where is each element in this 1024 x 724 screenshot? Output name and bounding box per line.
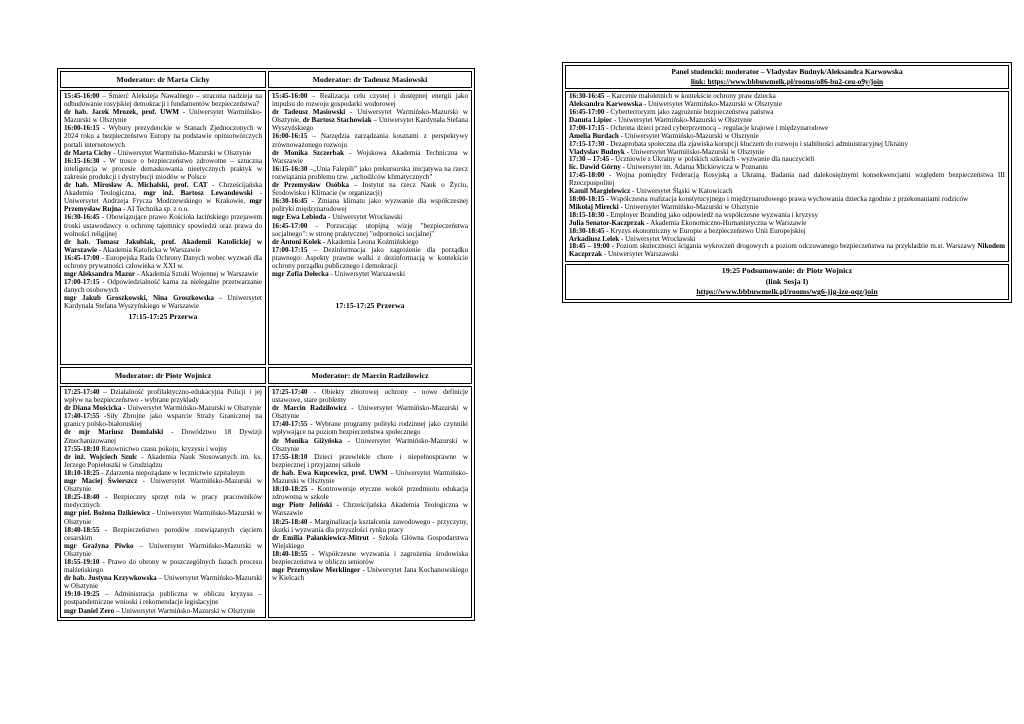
panel-entries-cell <box>565 91 1009 262</box>
panel-footer-row <box>565 264 1009 300</box>
program-entry: dr hab. Mirosław A. Michalski, prof. CAT - Chrześcijańska Akademia Teologiczna, mgr inż. Bartosz Lewandowski - Uniwersytet Andrzeja Frycza Modrzewskiego w Krakowie, mgr Przemysław Rujna - AI Technika sp. z o.o. <box>64 181 263 214</box>
program-entry: 17:25-17:40 – Działalność profilaktyczno-edukacyjna Policji i jej wpływ na bezpieczeństwo - wybrane przykłady <box>64 388 262 405</box>
program-entry: 16:00-16:15 – Narzędzia zarządzania kosztami z perspektywy zrównoważonego rozwoju <box>272 132 468 149</box>
panel-title: Panel studencki: moderator – Vladyslav Budnyk/Aleksandra Karwowska <box>671 67 903 76</box>
program-entry: 18:40-18:55 - Współczesne wyzwania i zagrożenia środowiska bezpieczeństwa w obliczu seniorów <box>272 549 468 566</box>
program-entry: 18:15-18:30 - Employer Branding jako odpowiedź na współczesne wyzwania i kryzysy <box>569 210 819 219</box>
program-entry: 17:55-18:10 Ratownictwo czasu pokoju, kryzysu i wojny <box>64 444 228 453</box>
moderator-header-row-1 <box>60 71 472 88</box>
program-entry: Aleksandra Karwowska - Uniwersytet Warmińsko-Mazurski w Olsztynie <box>569 100 782 109</box>
program-entry: 16:45-17:00 - Cyberterroryzm jako zagrożenie bezpieczeństwa państwa <box>569 108 774 116</box>
program-entry: 16:00-16:15 - Wybory prezydenckie w Stanach Zjednoczonych w 2024 roku a bezpieczeństwo Europy na podstawie opiniotwórczych portali internetowych <box>64 124 262 149</box>
program-entry: dr hab. Justyna Krzywkowska – Uniwersytet Warmińsko-Mazurski w Olsztynie <box>64 574 262 591</box>
program-entry: Danuta Lipiec - Uniwersytet Warmińsko-Mazurski w Olsztynie <box>569 115 752 124</box>
program-entry: 18:10-18:25 - Zdarzenia niepożądane w lecznictwie szpitalnym <box>64 468 245 477</box>
program-entry: 16:30-16:45 - Zmiana klimatu jako wyzwanie dla współczesnej polityki międzynarodowej <box>272 197 468 214</box>
program-entry: Julia Senator-Kaczprzak - Akademia Ekonomiczno-Humanistyczna w Warszawie <box>569 218 807 227</box>
program-entry: dr hab. Ewa Kupcewicz, prof. UWM - Uniwersytet Warmińsko-Mazurski w Olsztynie <box>272 468 468 486</box>
program-entry: dr mjr Mariusz Domżalski - Dowództwo 18 Dywizji Zmechanizowanej <box>64 428 262 445</box>
program-entry: 18:55-19:10 - Prawo do obrony w poszczególnych fazach procesu małżeńskiego <box>64 557 262 575</box>
session-entries <box>272 388 468 582</box>
session-row-1 <box>60 90 472 365</box>
panel-header-row <box>565 65 1009 89</box>
moderator-header-row-2 <box>60 367 472 384</box>
program-entry: 18:45 – 19:00 - Poziom skuteczności ścigania wykroczeń drogowych a poziom odczuwanego bezpieczeństwa na przykładzie m.st. Warszawy Nikodem Kaczprzak - Uniwersytet Warszawski <box>569 242 1005 259</box>
program-entry: 17:00-17:15 - Ochrona dzieci przed cyberprzemocą – regulacje krajowe i międzynarodowe <box>569 123 829 132</box>
panel-body-row <box>565 91 1009 262</box>
session-cell-marcin-radzilowicz <box>268 386 472 618</box>
program-entry: 16:15-16:30 –„Unia Falepili” jako prekursorska inicjatywa na rzecz rozwiązania problemu tzw. „uchodźców klimatycznych” <box>272 164 468 181</box>
session-entries <box>569 93 1005 259</box>
program-entry: mgr Daniel Zero – Uniwersytet Warmińsko-Mazurski w Olsztynie <box>64 606 256 615</box>
panel-footer-cell <box>565 264 1009 300</box>
panel-header-cell <box>565 65 1009 89</box>
student-panel-table <box>562 62 1012 303</box>
program-entry: dr Monika Szczerbak - Wojskowa Akademia Techniczna w Warszawie <box>272 148 468 165</box>
program-entry: 18:00-18:15 - Współczesna realizacja konstytucyjnego i międzynarodowego prawa wychowania dziecka zgodnie z przekonaniami rodziców <box>569 194 969 203</box>
program-entry: 18:40-18:55 - Bezpieczeństwo porodów rozwiązanych cięciem cesarskim <box>64 525 262 542</box>
program-entry: 17:30 – 17:45 - Uczniowie z Ukrainy w polskich szkołach - wyzwanie dla nauczycieli <box>569 155 815 164</box>
program-entry: 16:45-17:00 - Europejska Rada Ochrony Danych wobec wyzwań dla ochrony prywatności człowieka w XXI w. <box>64 253 262 270</box>
program-entry: dr inż. Wojciech Szulc - Akademia Nauk Stosowanych im. ks. Jerzego Popiełuszki w Grudziądzu <box>64 452 262 469</box>
program-entry: mgr Piotr Jeliński - Chrześcijańska Akademia Teologiczna w Warszawie <box>272 501 468 518</box>
program-entry: dr hab. Jacek Mrozek, prof. UWM - Uniwersytet Warmińsko-Mazurski w Olsztynie <box>64 108 263 125</box>
program-entry: 16:30-16:45 - Obowiązujące prawo Kościoła łacińskiego przejawem troski ustawodawcy o ochronę tajemnicy spowiedzi oraz prawa do wolności religijnej <box>64 213 262 238</box>
program-entry: 18:10-18:25 - Kontrowersje etyczne wokół przedmiotu edukacja zdrowotna w szkole <box>272 485 468 502</box>
program-entry: 16:30-16:45 – Karcenie małoletnich w kontekście ochrony praw dziecka <box>569 92 776 101</box>
program-entry: 16:15-16:30 - W trosce o bezpieczeństwo zdrowotne – sztuczna inteligencja w procesie demaskowania nieetycznych praktyk w zakresie produkcji i dystrybucji miodów w Polsce <box>64 156 262 181</box>
program-entry: Arkadiusz Lelek - Uniwersytet Wrocławski <box>569 234 696 243</box>
program-entry: 17:40-17:55 -Siły Zbrojne jako wsparcie Straży Granicznej na granicy polsko-białoruskiej <box>64 412 262 429</box>
program-entry: Vladyslav Budnyk - Uniwersytet Warmińsko-Mazurski w Olsztynie <box>569 147 765 156</box>
program-entry: dr Tadeusz Masiowski - Uniwersytet Warmińsko-Mazurski w Olsztynie, dr Bartosz Stachowiak – Uniwersytet Kardynała Stefana Wyszyńskiego <box>272 108 468 133</box>
moderator-header-tadeusz-masiowski: Moderator: dr Tadeusz Masiowski <box>268 71 472 88</box>
program-entry: 17:25-17:40 - Obiekty zbiorowej ochrony - nowe definicje ustawowe, stare problemy <box>272 388 468 405</box>
program-entry: mgr Maciej Świerszcz - Uniwersytet Warmińsko-Mazurski w Olsztynie <box>64 477 262 494</box>
session-cell-piotr-wojnicz <box>60 386 266 618</box>
program-entry: 16:45-17:00 - Porzucając utopijną wizję "bezpieczeństwa socjalnego": w stronę praktycznej "odporności socjalnej" <box>272 221 468 238</box>
moderator-header-marcin-radzilowicz: Moderator: dr Marcin Radziłowicz <box>268 367 472 384</box>
program-entry: mgr Aleksandra Mazur - Akademia Sztuki Wojennej w Warszawie <box>64 270 258 279</box>
session-cell-marta-cichy <box>60 90 266 365</box>
program-entry: mgr Jakub Groszkowski, Nina Groszkowska - Uniwersytet Kardynała Stefana Wyszyńskiego w Warszawie <box>64 294 262 311</box>
program-entry: mgr piel. Bożena Dzikiewicz - Uniwersytet Warmińsko-Mazurski w Olsztynie <box>64 509 262 526</box>
session-entries <box>272 92 468 278</box>
program-entry: 18:25-18:40 - Bezpieczny sprzęt rola w pracy pracowników medycznych <box>64 493 262 510</box>
program-entry: lic. Dawid Górny - Uniwersytet im. Adama Mickiewicza w Poznaniu <box>569 163 768 172</box>
moderator-header-marta-cichy: Moderator: dr Marta Cichy <box>60 71 266 88</box>
break-label: 17:15-17:25 Przerwa <box>128 311 198 321</box>
program-entry: 17:45-18:00 - Wojna pomiędzy Federacją Rosyjską a Ukrainą. Badania nad dalekosiężnymi konsekwencjami względem bezpieczeństwa III Rzeczpospolitej <box>569 171 1005 188</box>
program-entry: 17:40-17:55 - Wybrane programy polityki rodzinnej jako czynniki wpływające na poziom bezpieczeństwa społecznego <box>272 420 468 437</box>
program-entry: 17:55-18:10 Dzieci przewlekle chore i niepełnosprawne w bezpiecznej i przyjaznej szkole <box>272 452 468 469</box>
summary-join-link[interactable]: https://www.bbbuwmelk.pl/rooms/wg6-jjg-ize-oqz/join <box>696 287 878 297</box>
program-entry: 18:30-18:45 - Kryzys ekonomiczny w Europie a bezpieczeństwo Unii Europejskiej <box>569 226 806 235</box>
program-entry: Amelia Burdach - Uniwersytet Warmińsko-Mazurski w Olsztynie <box>569 131 759 140</box>
program-entry: dr Monika Giżyńska - Uniwersytet Warmińsko-Mazurski w Olsztynie <box>272 436 468 453</box>
program-entry: dr Antoni Kolek - Akademia Leona Koźmińskiego <box>272 237 419 246</box>
session-entries <box>64 92 262 311</box>
program-entry: mgr Przemysław Merklinger - Uniwersytet Jana Kochanowskiego w Kielcach <box>272 566 469 583</box>
break-label: 17:15-17:25 Przerwa <box>335 301 405 311</box>
summary-line: 19:25 Podsumowanie: dr Piotr Wojnicz <box>721 266 853 276</box>
program-entry: 18:25-18:40 - Marginalizacja kształcenia zawodowego - przyczyny, skutki i wyzwania dla przyszłości rynku pracy <box>272 517 468 534</box>
program-entry: mgr Zofia Dołecka - Uniwersytet Warszawski <box>272 270 405 279</box>
session-schedule-table <box>57 68 475 621</box>
program-entry: dr hab. Tomasz Jakubiak, prof. Akademii Katolickiej w Warszawie - Akademia Katolicka w Warszawie <box>64 237 262 254</box>
panel-join-link[interactable]: link: https://www.bbbuwmelk.pl/rooms/o86-bu2-ceu-o9y/join <box>690 76 884 86</box>
program-entry: dr Diana Mościcka - Uniwersytet Warmińsko-Mazurski w Olsztynie <box>64 404 262 413</box>
program-entry: 15:45-16:00 – Realizacja celu czystej i dostępnej energii jako impulsu do rozwoju gospodarki wodorowej <box>272 92 468 109</box>
program-entry: dr Emilia Pałankiewicz-Mitrut - Szkoła Główna Gospodarstwa Wiejskiego <box>272 533 468 550</box>
program-entry: Kamil Margielewicz - Uniwersytet Śląski w Katowicach <box>569 187 733 196</box>
program-entry: 17:00-17:15 – Dezinformacja jako zagrożenie dla porządku prawnego: Aspekty prawne walki z dezinformacją w kontekście ochrony porządku publicznego i demokracji <box>272 245 468 270</box>
program-entry: dr Marcin Radziłowicz - Uniwersytet Warmińsko-Mazurski w Olsztynie <box>272 404 468 421</box>
program-entry: 15:45-16:00 – Śmierć Aleksieja Nawalnego – stracona nadzieja na odbudowanie rosyjskiej demokracji i fundamentów bezpieczeństwa? <box>64 92 262 109</box>
session-row-2 <box>60 386 472 618</box>
summary-session-link-label: (link Sesja I) <box>765 276 809 286</box>
program-entry: dr Przemysław Osóbka – Instytut na rzecz Nauk o Życiu, Środowisku i Klimacie (w organizacji) <box>272 181 468 198</box>
program-entry: mgr Grażyna Piwko – Uniwersytet Warmińsko-Mazurski w Olsztynie <box>64 541 262 558</box>
program-entry: 19:10-19:25 – Administracja publiczna w obliczu kryzysu – postpandemiczne wnioski i rekomendacje legislacyjne <box>64 590 262 607</box>
program-entry: 17:15-17:30 - Dezaprobata społeczna dla zjawiska korupcji kluczem do rozwoju i stabilności administracyjnej Ukrainy <box>569 139 909 148</box>
program-entry: dr Marta Cichy - Uniwersytet Warmińsko-Mazurski w Olsztynie <box>64 148 252 157</box>
program-entry: mgr Ewa Lebioda - Uniwersytet Wrocławski <box>272 213 403 222</box>
session-entries <box>64 388 262 615</box>
program-entry: Mikołaj Mirecki - Uniwersytet Warmińsko-Mazurski w Olsztynie <box>569 202 759 211</box>
session-cell-tadeusz-masiowski <box>268 90 472 365</box>
moderator-header-piotr-wojnicz: Moderator: dr Piotr Wojnicz <box>60 367 266 384</box>
program-entry: 17:00-17:15 - Odpowiedzialność karna za nielegalne przetwarzanie danych osobowych <box>64 278 262 295</box>
